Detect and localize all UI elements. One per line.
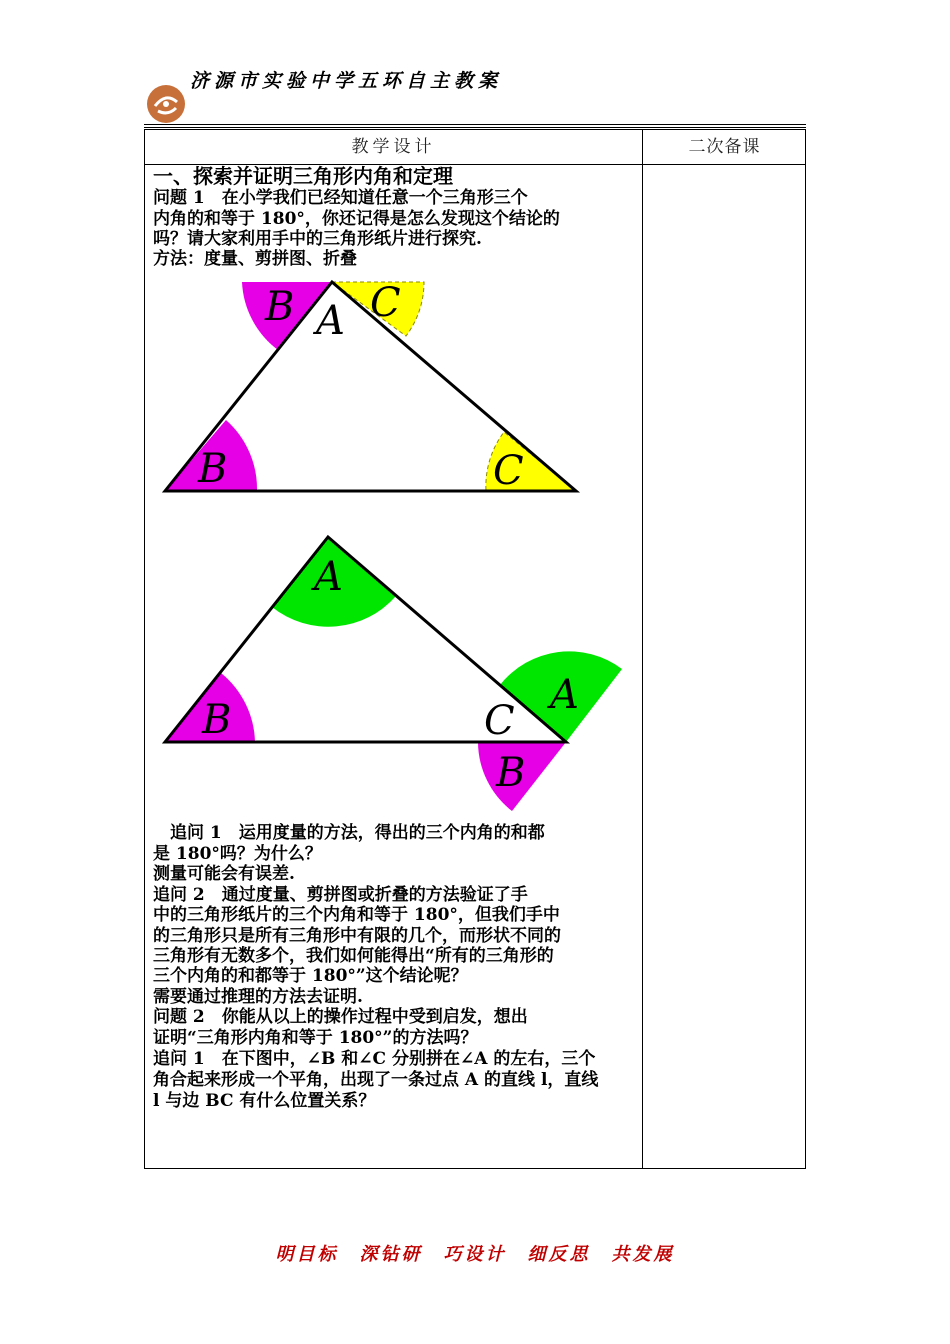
label-b-right: B [496, 750, 526, 796]
text-line: 中的三角形纸片的三个内角和等于 180°，但我们手中 [153, 905, 560, 925]
label-a-right: A [550, 672, 579, 718]
text-line: 吗？请大家利用手中的三角形纸片进行探究. [153, 229, 482, 249]
text-line: 证明“三角形内角和等于 180°”的方法吗？ [153, 1028, 478, 1048]
text-line: 问题 2 你能从以上的操作过程中受到启发，想出 [153, 1007, 528, 1027]
label-b-base: B [202, 697, 232, 743]
text-line: 内角的和等于 180°，你还记得是怎么发现这个结论的 [153, 209, 560, 229]
text-line: 的三角形只是所有三角形中有限的几个，而形状不同的 [153, 926, 561, 946]
figure-triangle-cut-pieces [150, 270, 590, 500]
footer-motto: 明目标 深钻研 巧设计 细反思 共发展 [275, 1244, 675, 1265]
text-line: 三个内角的和都等于 180°”这个结论呢？ [153, 966, 468, 986]
text-line: 角合起来形成一个平角，出现了一条过点 A 的直线 l，直线 [153, 1070, 599, 1090]
text-line: 追问 1 运用度量的方法，得出的三个内角的和都 [153, 823, 545, 843]
text-line: 追问 1 在下图中，∠B 和∠C 分别拼在∠A 的左右，三个 [153, 1049, 596, 1069]
school-title: 济源市实验中学五环自主教案 [190, 70, 503, 92]
text-line: 追问 2 通过度量、剪拼图或折叠的方法验证了手 [153, 885, 528, 905]
header-rule-thin [144, 127, 806, 128]
school-logo-icon [146, 84, 186, 124]
text-line: 需要通过推理的方法去证明. [153, 987, 363, 1007]
label-b-base: B [198, 446, 228, 492]
text-line: 方法：度量、剪拼图、折叠 [153, 249, 357, 269]
column-header-design: 教学设计 [351, 137, 436, 157]
label-b-top: B [265, 284, 295, 330]
column-header-notes: 二次备课 [688, 137, 761, 157]
text-line: 问题 1 在小学我们已经知道任意一个三角形三个 [153, 188, 528, 208]
text-line: 三角形有无数多个，我们如何能得出“所有的三角形的 [153, 946, 554, 966]
figure-triangle-rearranged [150, 525, 630, 820]
label-c-base: C [493, 448, 524, 494]
section-title: 一、探索并证明三角形内角和定理 [153, 164, 453, 188]
text-line: 测量可能会有误差. [153, 864, 295, 884]
header-rule [144, 124, 806, 125]
text-line: l 与边 BC 有什么位置关系？ [153, 1091, 376, 1111]
label-c-top: C [370, 280, 401, 326]
label-c-base: C [484, 698, 515, 744]
label-a-top: A [316, 298, 345, 344]
label-a-top: A [314, 554, 343, 600]
text-line: 是 180°吗？为什么？ [153, 844, 322, 864]
